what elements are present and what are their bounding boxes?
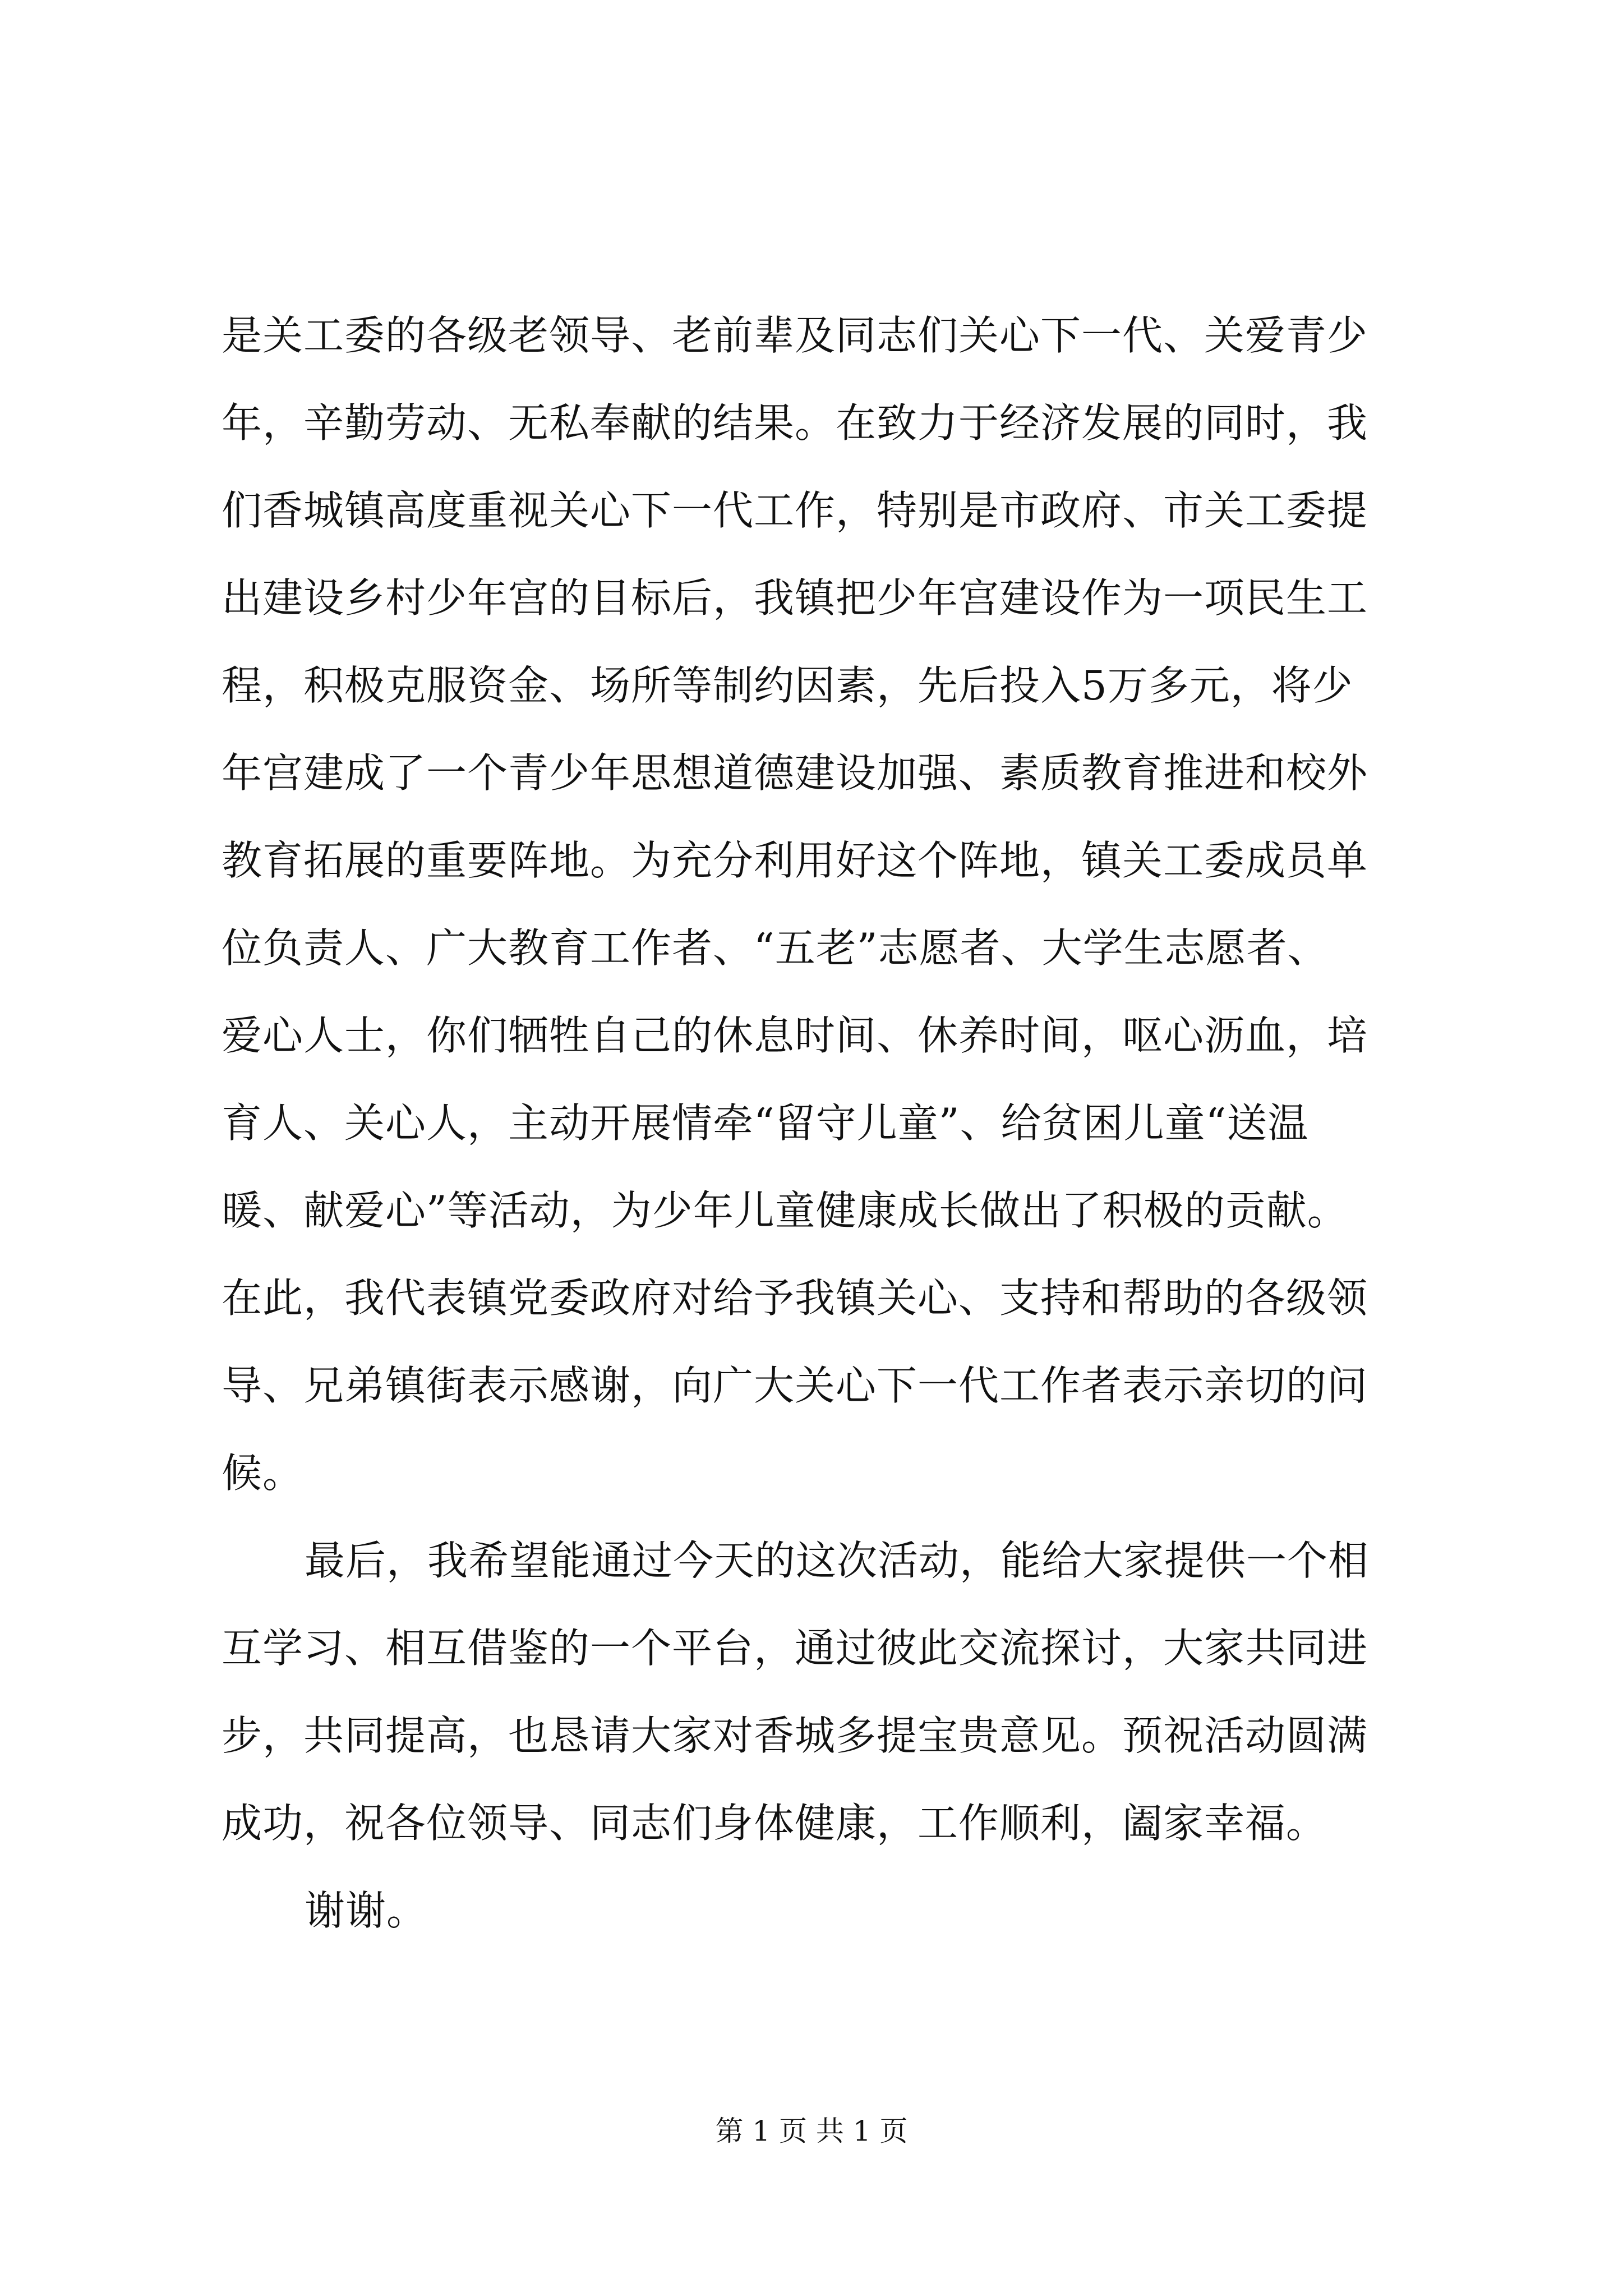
text-line: 程，积极克服资金、场所等制约因素，先后投入5万多元，将少 <box>222 662 1353 709</box>
text-line: 步，共同提高，也恳请大家对香城多提宝贵意见。预祝活动圆满 <box>222 1712 1368 1759</box>
text-line: 是关工委的各级老领导、老前辈及同志们关心下一代、关爱青少 <box>222 312 1368 359</box>
text-line: 年宫建成了一个青少年思想道德建设加强、素质教育推进和校外 <box>222 749 1368 797</box>
text-line: 位负责人、广大教育工作者、“五老”志愿者、大学生志愿者、 <box>222 924 1329 972</box>
text-line: 在此，我代表镇党委政府对给予我镇关心、支持和帮助的各级领 <box>222 1274 1368 1322</box>
text-line: 候。 <box>222 1450 304 1497</box>
page-number-footer: 第 1 页 共 1 页 <box>715 2115 908 2147</box>
closing-line: 谢谢。 <box>305 1887 428 1934</box>
text-line: 们香城镇高度重视关心下一代工作，特别是市政府、市关工委提 <box>222 487 1368 534</box>
text-line: 爱心人士，你们牺牲自己的休息时间、休养时间，呕心沥血，培 <box>222 1012 1368 1059</box>
text-line: 导、兄弟镇街表示感谢，向广大关心下一代工作者表示亲切的问 <box>222 1362 1368 1409</box>
body-text <box>222 292 1444 1954</box>
text-line: 暖、献爱心”等活动，为少年儿童健康成长做出了积极的贡献。 <box>222 1187 1348 1234</box>
text-line: 出建设乡村少年宫的目标后，我镇把少年宫建设作为一项民生工 <box>222 574 1368 622</box>
text-line: 育人、关心人，主动开展情牵“留守儿童”、给贫困儿童“送温 <box>222 1099 1309 1147</box>
text-line: 年，辛勤劳动、无私奉献的结果。在致力于经济发展的同时，我 <box>222 399 1368 447</box>
text-line: 成功，祝各位领导、同志们身体健康，工作顺利，阖家幸福。 <box>222 1800 1327 1847</box>
paragraph-start-line: 最后，我希望能通过今天的这次活动，能给大家提供一个相 <box>305 1537 1370 1584</box>
text-line: 教育拓展的重要阵地。为充分利用好这个阵地，镇关工委成员单 <box>222 837 1368 884</box>
text-line: 互学习、相互借鉴的一个平台，通过彼此交流探讨，大家共同进 <box>222 1625 1368 1672</box>
